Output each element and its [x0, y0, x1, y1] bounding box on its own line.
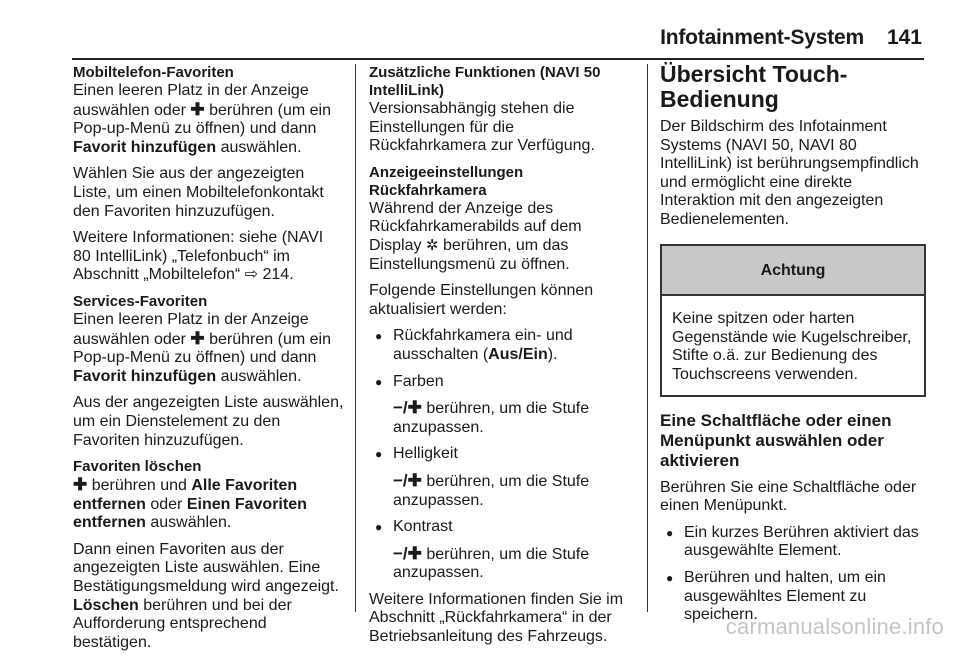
column-3: [660, 61, 926, 633]
paragraph: Während der Anzeige des Rückfahrkamerabilds auf dem Display ✲ berühren, um das Einstellungsmenü zu öffnen.: [369, 199, 582, 273]
section-heading: Favoriten löschen: [73, 458, 202, 476]
paragraph: Der Bildschirm des Infotainment Systems (NAVI 50, NAVI 80 IntelliLink) ist berührungsempfindlich und ermöglicht eine direkte Interaktion mit den angezeigten Bedienelementen.: [660, 118, 919, 228]
paragraph: Weitere Informationen: siehe (NAVI 80 IntelliLink) „Telefonbuch“ im Abschnitt „Mobiltelefon“ ⇨ 214.: [73, 229, 324, 284]
column-1: [73, 64, 345, 660]
gear-icon: ✲: [425, 236, 439, 254]
minus-plus-icon: −/✚: [393, 470, 422, 490]
caution-title: Achtung: [662, 246, 924, 297]
touch-list: [660, 524, 926, 625]
paragraph: Einen leeren Platz in der Anzeige auswählen oder ✚ berühren (um ein Pop-up-Menü zu öffnen) und dann Favorit hinzufügen auswählen.: [73, 310, 331, 385]
section-heading: Mobiltelefon-Favoriten: [73, 64, 234, 81]
page-header: [72, 26, 924, 60]
paragraph: Einen leeren Platz in der Anzeige auswählen oder ✚ berühren (um ein Pop-up-Menü zu öffnen) und dann Favorit hinzufügen auswählen.: [73, 82, 331, 156]
caution-box: [660, 244, 926, 397]
section-heading: Anzeigeeinstellungen Rückfahrkamera: [369, 163, 524, 199]
page-reference: 214.: [262, 266, 294, 284]
list-item: ● Berühren und halten, um ein ausgewähltes Element zu speichern.: [660, 569, 926, 625]
paragraph: Folgende Einstellungen können aktualisiert werden:: [369, 282, 594, 318]
section-heading: Zusätzliche Funktionen (NAVI 50 IntelliLink): [369, 64, 601, 99]
list-item: ● Farben −/✚ berühren, um die Stufe anzupassen.: [369, 373, 635, 438]
minus-plus-icon: −/✚: [393, 398, 422, 418]
plus-icon: ✚: [190, 99, 205, 119]
section-heading: Services-Favoriten: [73, 292, 208, 310]
paragraph: Versionsabhängig stehen die Einstellungen für die Rückfahrkamera zur Verfügung.: [369, 100, 595, 155]
paragraph: Berühren Sie eine Schaltfläche oder einen Menüpunkt.: [660, 478, 917, 515]
caution-text: Keine spitzen oder harten Gegenstände wie Kugelschreiber, Stifte o.ä. zur Bedienung des Touchscreens verwenden.: [672, 310, 912, 383]
list-item: ● Ein kurzes Berühren aktiviert das ausgewählte Element.: [660, 524, 926, 561]
column-divider: [355, 64, 356, 612]
plus-icon: ✚: [73, 475, 88, 495]
page-number: 141: [886, 26, 922, 49]
paragraph: Dann einen Favoriten aus der angezeigten Liste auswählen. Eine Bestätigungsmeldung wird angezeigt. Löschen berühren und bei der Aufforderung entsprechend bestätigen.: [73, 540, 339, 651]
main-heading: Übersicht Touch-Bedienung: [660, 61, 848, 112]
paragraph: Aus der angezeigten Liste auswählen, um ein Dienstelement zu den Favoriten hinzuzufügen.: [73, 394, 344, 449]
list-item: ● Kontrast −/✚ berühren, um die Stufe anzupassen.: [369, 518, 635, 583]
sub-heading: Eine Schaltfläche oder einen Menüpunkt auswählen oder aktivieren: [660, 410, 892, 470]
list-item: ● Rückfahrkamera ein- und ausschalten (Aus/Ein).: [369, 327, 635, 364]
paragraph: Weitere Informationen finden Sie im Abschnitt „Rückfahrkamera“ in der Betriebsanleitung des Fahrzeugs.: [369, 590, 624, 646]
list-item: ● Helligkeit −/✚ berühren, um die Stufe anzupassen.: [369, 445, 635, 510]
settings-list: [369, 327, 635, 583]
page-title: Infotainment-System: [660, 26, 864, 49]
column-2: [369, 64, 635, 655]
paragraph: ✚ berühren und Alle Favoriten entfernen oder Einen Favoriten entfernen auswählen.: [73, 475, 307, 532]
page-ref-arrow-icon: ⇨: [244, 266, 259, 284]
plus-icon: ✚: [190, 328, 205, 348]
column-divider: [647, 64, 648, 612]
paragraph: Wählen Sie aus der angezeigten Liste, um einen Mobiltelefonkontakt den Favoriten hinzuzufügen.: [73, 165, 324, 220]
watermark: carmanualsonline.info: [725, 614, 944, 639]
minus-plus-icon: −/✚: [393, 543, 422, 563]
